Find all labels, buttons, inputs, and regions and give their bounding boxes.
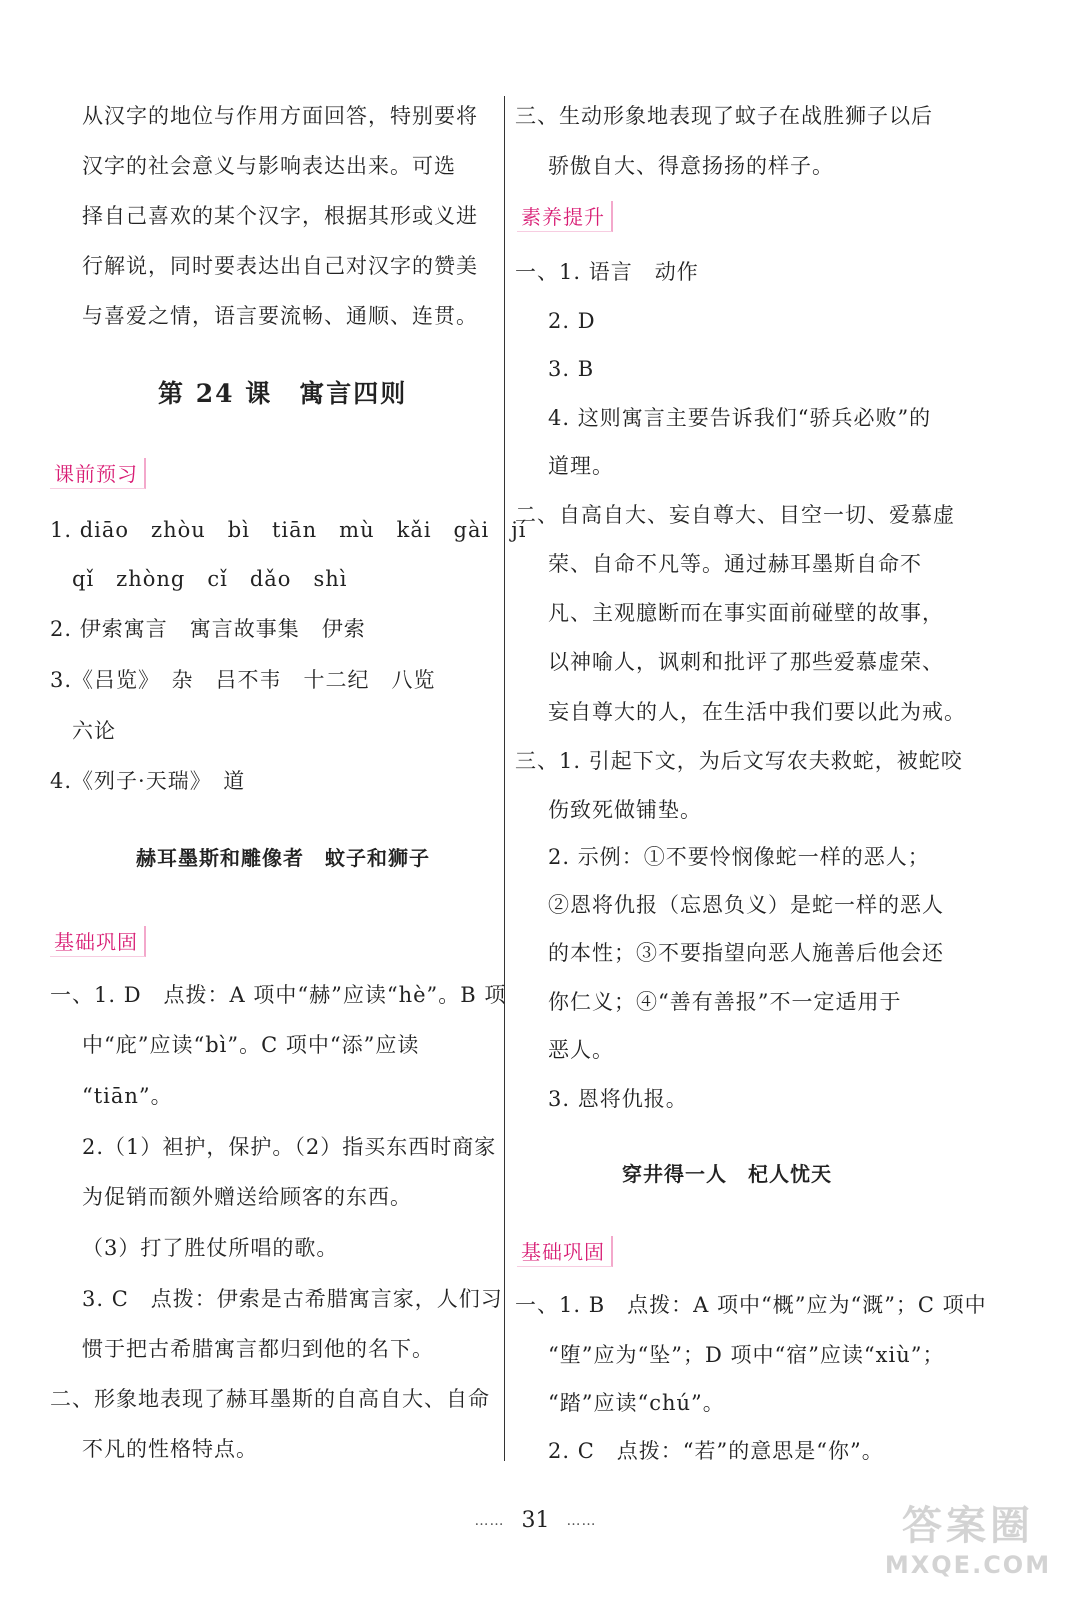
watermark-url: MXQE.COM [884,1551,1052,1579]
subtitle: 赫耳墨斯和雕像者 蚊子和狮子 [136,846,430,870]
watermark-logo [873,1494,1063,1594]
literacy-line: 的本性；③不要指望向恶人施善后他会还 [548,941,944,965]
basic-line: 为促销而额外赠送给顾客的东西。 [82,1185,412,1209]
intro-line: 行解说，同时要表达出自己对汉字的赞美 [82,254,478,278]
basic-line: 惯于把古希腊寓言都归到他的名下。 [82,1337,434,1361]
intro-line: 与喜爱之情，语言要流畅、通顺、连贯。 [82,304,478,328]
basic-line: 3. C 点拨：伊索是古希腊寓言家，人们习 [82,1287,503,1311]
lesson-title: 第 24 课 寓言四则 [158,379,408,408]
literacy-line: 荣、自命不凡等。通过赫耳墨斯自命不 [548,552,922,576]
literacy-line: 你仁义；④“善有善报”不一定适用于 [548,990,902,1014]
basic-line: 2.（1）袒护，保护。（2）指买东西时商家 [82,1135,497,1159]
basic-line: 不凡的性格特点。 [82,1437,258,1461]
basic-line: “tiān”。 [82,1084,173,1108]
section-head-basic: 基础巩固 [50,926,146,957]
literacy-line: 三、1. 引起下文，为后文写农夫救蛇，被蛇咬 [515,749,963,773]
basic-line: （3）打了胜仗所唱的歌。 [82,1236,339,1260]
literacy-line: 道理。 [548,454,614,478]
basic-line: “踏”应读“chú”。 [548,1391,725,1415]
basic-line: 一、1. B 点拨：A 项中“概”应为“溉”；C 项中 [515,1293,987,1317]
literacy-line: 妄自尊大的人，在生活中我们要以此为戒。 [548,700,966,724]
basic-line: 中“庇”应读“bì”。C 项中“添”应读 [82,1033,420,1057]
preview-line: 3.《吕览》 杂 吕不韦 十二纪 八览 [50,668,436,692]
literacy-line: 以神喻人，讽刺和批评了那些爱慕虚荣、 [548,650,944,674]
section-head-preview: 课前预习 [50,458,146,489]
preview-line: 六论 [72,719,116,743]
section-head-basic: 基础巩固 [517,1236,613,1267]
literacy-line: ②恩将仇报（忘恩负义）是蛇一样的恶人 [548,893,944,917]
top-line: 骄傲自大、得意扬扬的样子。 [548,154,834,178]
preview-line: 2. 伊索寓言 寓言故事集 伊索 [50,617,366,641]
intro-line: 择自己喜欢的某个汉字，根据其形或义进 [82,204,478,228]
literacy-line: 4. 这则寓言主要告诉我们“骄兵必败”的 [548,406,932,430]
literacy-line: 凡、主观臆断而在事实面前碰壁的故事， [548,601,944,625]
basic-line: 二、形象地表现了赫耳墨斯的自高自大、自命 [50,1387,490,1411]
preview-line: qǐ zhòng cǐ dǎo shì [72,567,348,591]
literacy-line: 伤致死做铺垫。 [548,798,702,822]
basic-line: 一、1. D 点拨：A 项中“赫”应读“hè”。B 项 [50,983,507,1007]
preview-line: 1. diāo zhòu bì tiān mù kǎi gài jí [50,518,527,542]
literacy-line: 恶人。 [548,1038,614,1062]
top-line: 三、生动形象地表现了蚊子在战胜狮子以后 [515,104,933,128]
literacy-line: 二、自高自大、妄自尊大、目空一切、爱慕虚 [515,503,955,527]
literacy-line: 3. 恩将仇报。 [548,1087,688,1111]
literacy-line: 一、1. 语言 动作 [515,260,699,284]
subtitle: 穿井得一人 杞人忧天 [622,1162,832,1186]
intro-line: 汉字的社会意义与影响表达出来。可选 [82,154,456,178]
literacy-line: 3. B [548,357,595,381]
watermark-text: 答案圈 [902,1503,1034,1549]
footer-dots: …… [566,1513,597,1529]
preview-line: 4.《列子·天瑞》 道 [50,769,246,793]
page-number-value: 31 [521,1508,550,1533]
basic-line: “堕”应为“坠”；D 项中“宿”应读“xiù”； [548,1343,945,1367]
footer-dots: …… [474,1513,505,1529]
literacy-line: 2. 示例：①不要怜悯像蛇一样的恶人； [548,845,930,869]
section-head-literacy: 素养提升 [517,201,613,232]
basic-line: 2. C 点拨：“若”的意思是“你”。 [548,1439,884,1463]
column-divider [504,96,505,1461]
intro-line: 从汉字的地位与作用方面回答，特别要将 [82,104,478,128]
literacy-line: 2. D [548,309,596,333]
